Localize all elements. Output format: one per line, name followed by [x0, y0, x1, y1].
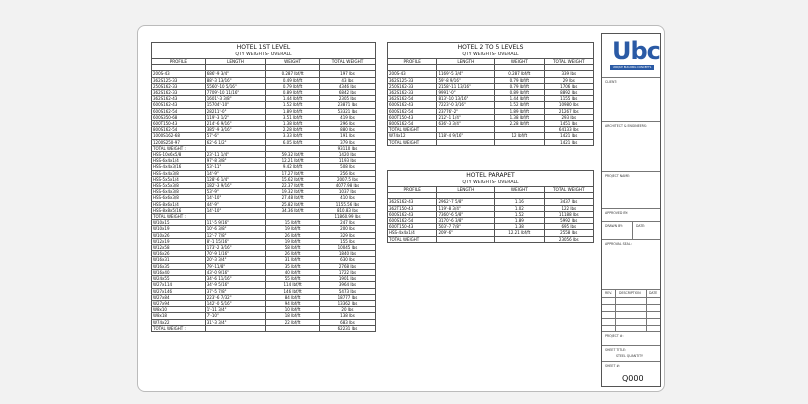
table-cell: 600T150-43 — [152, 121, 206, 127]
table-cell: 70'-9 1/16" — [205, 251, 265, 257]
table-cell: 17.27 lbf/ft — [266, 170, 320, 176]
table-cell: 256 lbs — [319, 170, 375, 176]
table-cell: HSS-8x6x1/4 — [152, 201, 206, 207]
table-cell: 26 lbf/ft — [266, 251, 320, 257]
table-cell: HSS-10x6x5/8 — [152, 152, 206, 158]
table-cell: 2558 lbs — [544, 230, 593, 236]
approved-by-cell — [602, 209, 660, 222]
table-cell: W27x114 — [152, 282, 206, 288]
table-cell: 1193 lbs — [319, 158, 375, 164]
table-cell: 1037 lbs — [319, 189, 375, 195]
table-cell: 1421 lbs — [544, 133, 593, 139]
table-cell: TOTAL WEIGHT — [388, 139, 437, 145]
table-cell: HSS-4x4x3/16 — [152, 164, 206, 170]
table-cell: 12.21 lbf/ft — [495, 230, 544, 236]
table-cell: 23776'-2" — [437, 108, 495, 114]
table-cell: 1901 lbs — [319, 276, 375, 282]
table-cell: 43'-0 9/16" — [205, 269, 265, 275]
table-cell: 1169'-5 3/4" — [437, 71, 495, 77]
table-cell: 3170'-6 3/8" — [437, 218, 495, 224]
table-cell: 1451 lbs — [544, 121, 593, 127]
table-cell: 13362 lbs — [319, 300, 375, 306]
logo-letters: Ubc — [612, 37, 660, 65]
approval-seal-label: APPROVAL SEAL: — [605, 242, 632, 246]
table-cell: 1722 lbs — [319, 269, 375, 275]
rev-date-label: DATE — [649, 291, 658, 295]
table-cell: 200S-43 — [388, 71, 437, 77]
table-cell: 339 lbs — [544, 71, 593, 77]
column-header: TOTAL WEIGHT — [544, 187, 593, 193]
table-cell: 19.32 lbf/ft — [266, 189, 320, 195]
table-cell: 2.28 lbf/ft — [266, 127, 320, 133]
table-cell: W8x10 — [152, 307, 206, 313]
table-cell: 14'-10" — [205, 207, 265, 213]
table-cell: 118'-4 9/16" — [437, 133, 495, 139]
table-cell: 53'-9" — [205, 189, 265, 195]
table-cell — [205, 325, 265, 331]
column-header: WEIGHT — [266, 59, 320, 65]
table-cell: 21267 lbs — [544, 108, 593, 114]
table-cell: 410 lbs — [319, 195, 375, 201]
table-cell: 3437 lbs — [544, 199, 593, 205]
table-cell: 29 lbs — [544, 77, 593, 83]
table-cell: 7360'-6 5/8" — [437, 211, 495, 217]
table-subtitle: QTY WEIGHTS- OVERALL — [152, 52, 376, 59]
hotel-parapet-table — [387, 170, 594, 243]
table-cell: 1.38 lbf/ft — [495, 114, 544, 120]
table-title: HOTEL 1ST LEVEL — [152, 43, 376, 53]
table-cell: 20 lbs — [319, 307, 375, 313]
table-cell: 362T150-43 — [388, 205, 437, 211]
table-cell: 1.52 — [495, 211, 544, 217]
logo-band: UNIQUE BUILDING CONCEPTS — [610, 65, 654, 70]
table-cell: 362S162-33 — [152, 90, 206, 96]
table-cell: 600S162-43 — [152, 102, 206, 108]
project-name-label: PROJECT NAME: — [605, 174, 631, 178]
table-cell: 34'-9 5/16" — [205, 282, 265, 288]
table-cell: 362S162-43 — [152, 96, 206, 102]
table-cell: 200S-43 — [152, 71, 206, 77]
table-cell: W27x94 — [152, 300, 206, 306]
table-cell: 362S125-33 — [152, 77, 206, 83]
table-cell: 2962'-7 5/8" — [437, 199, 495, 205]
sheet-title-cell — [602, 346, 660, 362]
project-name-cell — [602, 172, 660, 209]
table-cell: 142'-0 5/16" — [205, 300, 265, 306]
table-cell: 58 lbf/ft — [266, 245, 320, 251]
table-cell: 1.89 lbf/ft — [495, 108, 544, 114]
table-cell: 97'-8 3/8" — [205, 158, 265, 164]
drawn-by-cell — [602, 222, 660, 240]
table-cell: 15.62 lbf/ft — [266, 176, 320, 182]
table-cell: W10x19 — [152, 226, 206, 232]
table-cell: 600S162-54 — [388, 108, 437, 114]
table-cell: 362S125-33 — [388, 77, 437, 83]
table-cell: 31'-3 3/4" — [205, 319, 265, 325]
column-header: PROFILE — [388, 187, 437, 193]
column-header: PROFILE — [152, 59, 206, 65]
table-row — [388, 139, 594, 145]
table-cell: 362S162-54 — [388, 96, 437, 102]
table-row — [388, 236, 594, 242]
table-cell: 1.52 lbf/ft — [266, 102, 320, 108]
table-cell: HSS-6x4x1/4 — [152, 158, 206, 164]
project-number-cell — [602, 332, 660, 346]
sheet-number-value: Q000 — [622, 374, 644, 383]
table-cell: 296 lbs — [319, 121, 375, 127]
title-block — [601, 33, 661, 387]
table-cell: 35 lbf/ft — [266, 263, 320, 269]
table-cell — [437, 139, 495, 145]
table-cell: 53321 lbs — [319, 108, 375, 114]
description-label: DESCRIPTION — [619, 291, 641, 295]
date-label: DATE: — [636, 224, 646, 228]
column-header: TOTAL WEIGHT — [544, 59, 593, 65]
table-cell: 40 lbf/ft — [266, 269, 320, 275]
table-cell: 1.44 lbf/ft — [266, 96, 320, 102]
table-cell: 600T150-43 — [388, 114, 437, 120]
table-cell: 200 lbs — [319, 226, 375, 232]
table-cell: 3.51 lbf/ft — [266, 114, 320, 120]
table-cell: 1.02 — [495, 205, 544, 211]
table-cell: 1.16 — [495, 199, 544, 205]
table-cell: 630 lbs — [319, 257, 375, 263]
table-cell: W24x55 — [152, 276, 206, 282]
revision-cell — [602, 290, 660, 332]
table-subtitle: QTY WEIGHTS- OVERALL — [388, 180, 594, 187]
rev-label: REV. — [605, 291, 613, 295]
table-cell: 800S162-54 — [388, 121, 437, 127]
table-cell: 2007.5 lbs — [319, 176, 375, 182]
table-cell: 1.89 — [495, 218, 544, 224]
table-cell: TOTAL WEIGHT : — [152, 325, 206, 331]
table-cell: 15704'-10" — [205, 102, 265, 108]
table-cell: 209'-6" — [437, 230, 495, 236]
hotel-first-level-table — [151, 42, 376, 332]
table-cell: TOTAL WEIGHT — [388, 236, 437, 242]
table-cell: W16x35 — [152, 263, 206, 269]
table-cell: 146 lbf/ft — [266, 288, 320, 294]
table-cell: 5560'-10 5/16" — [205, 83, 265, 89]
table-cell: 379 lbs — [319, 139, 375, 145]
table-cell: 59'-8 9/16" — [437, 77, 495, 83]
table-cell: 600S162-43 — [388, 211, 437, 217]
table-cell: 9.42 lbf/ft — [266, 164, 320, 170]
table-cell: 0.89 lbf/ft — [266, 90, 320, 96]
table-cell: W16x40 — [152, 269, 206, 275]
table-cell: 695 lbs — [544, 224, 593, 230]
table-cell: 1.38 lbf/ft — [266, 121, 320, 127]
table-cell: 1840 lbs — [319, 251, 375, 257]
table-title: HOTEL 2 TO 5 LEVELS — [388, 43, 594, 53]
table-cell: 810.83 lbs — [319, 207, 375, 213]
table-cell: 2.28 lbf/ft — [495, 121, 544, 127]
table-cell: 7'-10" — [205, 313, 265, 319]
table-cell: 250S162-33 — [152, 83, 206, 89]
table-cell — [437, 236, 495, 242]
table-cell: 155 lbs — [319, 238, 375, 244]
table-cell: HSS-4x4x1/4 — [388, 230, 437, 236]
table-cell: 14'-10" — [205, 195, 265, 201]
table-cell: 329 lbs — [319, 232, 375, 238]
table-cell: 1.38 — [495, 224, 544, 230]
table-cell: 12'-7 7/8" — [205, 232, 265, 238]
table-cell: 1.89 lbf/ft — [266, 108, 320, 114]
table-cell: 214'-6 9/16" — [205, 121, 265, 127]
table-cell: 362S162-43 — [388, 199, 437, 205]
table-cell: 1000S162-68 — [152, 133, 206, 139]
table-cell: 1'-11 3/4" — [205, 307, 265, 313]
table-cell: 683 lbs — [319, 319, 375, 325]
table-cell: W74x12 — [388, 133, 437, 139]
table-cell — [495, 236, 544, 242]
table-cell — [266, 325, 320, 331]
table-cell: 8'-1 15/16" — [205, 238, 265, 244]
table-cell: 880 lbs — [319, 127, 375, 133]
table-cell: 223'-6 7/32" — [205, 294, 265, 300]
table-cell: 250S162-33 — [388, 83, 437, 89]
table-cell: 0.49 lbf/ft — [266, 77, 320, 83]
table-cell: 1706 lbs — [544, 83, 593, 89]
table-cell: 84 lbf/ft — [266, 294, 320, 300]
table-cell: 27.48 lbf/ft — [266, 195, 320, 201]
table-cell: 173'-2 3/16" — [205, 245, 265, 251]
table-cell: 12.21 lbf/ft — [266, 158, 320, 164]
table-cell: 1420 lbs — [319, 152, 375, 158]
table-cell: 18 lbf/ft — [266, 313, 320, 319]
table-cell: 6842 lbs — [319, 90, 375, 96]
table-cell: 362S162-33 — [388, 90, 437, 96]
drawn-by-label: DRAWN BY: — [605, 224, 623, 228]
table-cell: 62231 lbs — [319, 325, 375, 331]
table-cell: 686'-9 3/4" — [205, 71, 265, 77]
table-cell: 5473 lbs — [319, 288, 375, 294]
company-logo — [606, 37, 658, 75]
table-cell: 64133 lbs — [544, 127, 593, 133]
table-cell: 2305 lbs — [319, 96, 375, 102]
table-cell: 419 lbs — [319, 114, 375, 120]
table-body — [152, 59, 376, 332]
table-cell: 26 lbf/ft — [266, 232, 320, 238]
table-cell: 293 lbs — [544, 114, 593, 120]
table-cell: 11860.99 lbs — [319, 214, 375, 220]
table-cell: 119'-3 1/2" — [205, 114, 265, 120]
table-cell: 7223'-0 3/16" — [437, 102, 495, 108]
column-header: LENGTH — [437, 187, 495, 193]
table-cell: 197 lbs — [319, 71, 375, 77]
table-cell: 31 lbf/ft — [266, 257, 320, 263]
column-header: LENGTH — [205, 59, 265, 65]
table-cell: 182'-3 9/16" — [205, 183, 265, 189]
architect-cell — [602, 122, 660, 172]
column-header: WEIGHT — [495, 59, 544, 65]
table-cell: HSS-5x5x3/8 — [152, 183, 206, 189]
architect-label: ARCHITECT & ENGINEERS: — [605, 124, 647, 128]
table-cell: 10'-6 3/8" — [205, 226, 265, 232]
table-cell — [495, 139, 544, 145]
table-subtitle: QTY WEIGHTS- OVERALL — [388, 52, 594, 59]
table-cell: 25.82 lbf/ft — [266, 201, 320, 207]
table-cell: HSS-5x5x1/4 — [152, 176, 206, 182]
table-cell: 1155.56 lbs — [319, 201, 375, 207]
table-cell: HSS-6x4x3/8 — [152, 189, 206, 195]
table-cell: 600S350-68 — [152, 114, 206, 120]
table-cell: W12x58 — [152, 245, 206, 251]
table-cell: 9991'-0" — [437, 90, 495, 96]
table-cell: 23'-11 1/4" — [205, 152, 265, 158]
table-cell: 2768 lbs — [319, 263, 375, 269]
table-cell: 4077.98 lbs — [319, 183, 375, 189]
table-cell: 22 lbf/ft — [266, 319, 320, 325]
table-cell: 2158'-11 13/16" — [437, 83, 495, 89]
table-cell: 191 lbs — [319, 133, 375, 139]
table-cell: 122 lbs — [544, 205, 593, 211]
table-cell: 22.37 lbf/ft — [266, 183, 320, 189]
table-cell: 138 lbs — [319, 313, 375, 319]
table-cell: W74x22 — [152, 319, 206, 325]
table-cell: 10045 lbs — [319, 245, 375, 251]
table-cell: 23056 lbs — [544, 236, 593, 242]
sheet-title-value: STEEL QUANTITY — [616, 354, 643, 358]
table-cell: 128'-6 1/4" — [205, 176, 265, 182]
table-cell: 813'-10 13/16" — [437, 96, 495, 102]
table-cell: 1155 lbs — [544, 96, 593, 102]
table-cell: 79'-11/8" — [205, 263, 265, 269]
table-cell: 385'-9 3/16" — [205, 127, 265, 133]
table-cell: 11188 lbs — [544, 211, 593, 217]
table-cell: 10980 lbs — [544, 102, 593, 108]
table-cell: 0.79 lbf/ft — [495, 77, 544, 83]
table-cell: 600S162-43 — [388, 102, 437, 108]
client-cell — [602, 78, 660, 122]
table-cell: 37'-5 7/8" — [205, 288, 265, 294]
table-cell: 88'-3 13/16" — [205, 77, 265, 83]
table-cell: 1.52 lbf/ft — [495, 102, 544, 108]
project-number-label: PROJECT #: — [605, 334, 624, 338]
table-title: HOTEL PARAPET — [388, 171, 594, 181]
table-cell: W27x84 — [152, 294, 206, 300]
table-cell: W10x26 — [152, 232, 206, 238]
table-cell: 0.287 lbf/ft — [266, 71, 320, 77]
approved-by-label: APPROVED BY: — [605, 211, 628, 215]
table-cell: W8x18 — [152, 313, 206, 319]
table-cell: 62'-6 1/2" — [205, 139, 265, 145]
table-cell: 12 lbf/ft — [495, 133, 544, 139]
table-cell: 508 lbs — [319, 164, 375, 170]
client-label: CLIENT: — [605, 80, 618, 84]
table-cell: W10x15 — [152, 220, 206, 226]
table-cell: HSS-4x4x3/8 — [152, 170, 206, 176]
table-cell: TOTAL WEIGHT : — [152, 145, 206, 151]
table-cell: 3964 lbs — [319, 282, 375, 288]
table-cell: 0.89 lbf/ft — [495, 90, 544, 96]
table-cell: 94 lbf/ft — [266, 300, 320, 306]
table-cell: 34'-6 11/16" — [205, 276, 265, 282]
table-cell: W16x31 — [152, 257, 206, 263]
table-cell: 600T150-43 — [388, 224, 437, 230]
table-cell: 1200S250-97 — [152, 139, 206, 145]
approval-seal-cell — [602, 240, 660, 290]
table-cell: 600S162-54 — [388, 218, 437, 224]
table-cell: 34.36 lbf/ft — [266, 207, 320, 213]
table-cell: 15 lbf/ft — [266, 220, 320, 226]
table-cell: 14'-9" — [205, 170, 265, 176]
table-cell: 19 lbf/ft — [266, 226, 320, 232]
sheet-number-label: SHEET #: — [605, 364, 621, 368]
table-cell: 28211'-0" — [205, 108, 265, 114]
table-cell: 0.79 lbf/ft — [266, 83, 320, 89]
column-header: LENGTH — [437, 59, 495, 65]
table-cell: 93110 lbs — [319, 145, 375, 151]
table-cell: 247 lbs — [319, 220, 375, 226]
table-body — [388, 59, 594, 146]
table-cell: 4346 lbs — [319, 83, 375, 89]
table-cell: 1601'-3 3/8" — [205, 96, 265, 102]
sheet-title-label: SHEET TITLE: — [605, 348, 627, 352]
table-cell: 3.33 lbf/ft — [266, 133, 320, 139]
table-cell: HSS-6x6x3/8 — [152, 195, 206, 201]
table-cell: 7709'-10 11/16" — [205, 90, 265, 96]
table-cell: 20'-3 3/4" — [205, 257, 265, 263]
table-cell: 212'-1 1/4" — [437, 114, 495, 120]
hotel-levels-2-5-table — [387, 42, 594, 146]
table-cell: 23871 lbs — [319, 102, 375, 108]
table-cell: 44'-9" — [205, 201, 265, 207]
table-cell: 503'-7 7/8" — [437, 224, 495, 230]
table-cell: 114 lbf/ft — [266, 282, 320, 288]
table-cell: TOTAL WEIGHT — [388, 127, 437, 133]
table-cell: W16x26 — [152, 251, 206, 257]
table-row — [152, 325, 376, 331]
table-cell: W27x146 — [152, 288, 206, 294]
table-cell: 55 lbf/ft — [266, 276, 320, 282]
sheet-number-cell — [602, 362, 660, 388]
table-cell: 0.287 lbf/ft — [495, 71, 544, 77]
table-cell: 18777 lbs — [319, 294, 375, 300]
column-header: PROFILE — [388, 59, 437, 65]
table-cell: 59.32 lbf/ft — [266, 152, 320, 158]
table-cell: 1.44 lbf/ft — [495, 96, 544, 102]
logo-cell — [602, 34, 660, 78]
table-cell: 19 lbf/ft — [266, 238, 320, 244]
column-header: TOTAL WEIGHT — [319, 59, 375, 65]
table-cell: 119'-8 3/4" — [437, 205, 495, 211]
column-header: WEIGHT — [495, 187, 544, 193]
table-cell: 1421 lbs — [544, 139, 593, 145]
table-cell: 600S162-54 — [152, 108, 206, 114]
table-cell: 11'-5 9/16" — [205, 220, 265, 226]
table-cell: 0.79 lbf/ft — [495, 83, 544, 89]
table-cell: HSS-8x8x5/16 — [152, 207, 206, 213]
table-cell: 57'-6" — [205, 133, 265, 139]
table-cell: 636'-3 3/4" — [437, 121, 495, 127]
table-cell: 800S162-54 — [152, 127, 206, 133]
table-cell: 6.05 lbf/ft — [266, 139, 320, 145]
table-cell: 8892 lbs — [544, 90, 593, 96]
table-cell: 43 lbs — [319, 77, 375, 83]
table-cell: 10 lbf/ft — [266, 307, 320, 313]
table-cell: 5992 lbs — [544, 218, 593, 224]
table-body — [388, 187, 594, 243]
table-cell: W12x19 — [152, 238, 206, 244]
table-cell: 53'-11" — [205, 164, 265, 170]
table-cell: TOTAL WEIGHT : — [152, 214, 206, 220]
